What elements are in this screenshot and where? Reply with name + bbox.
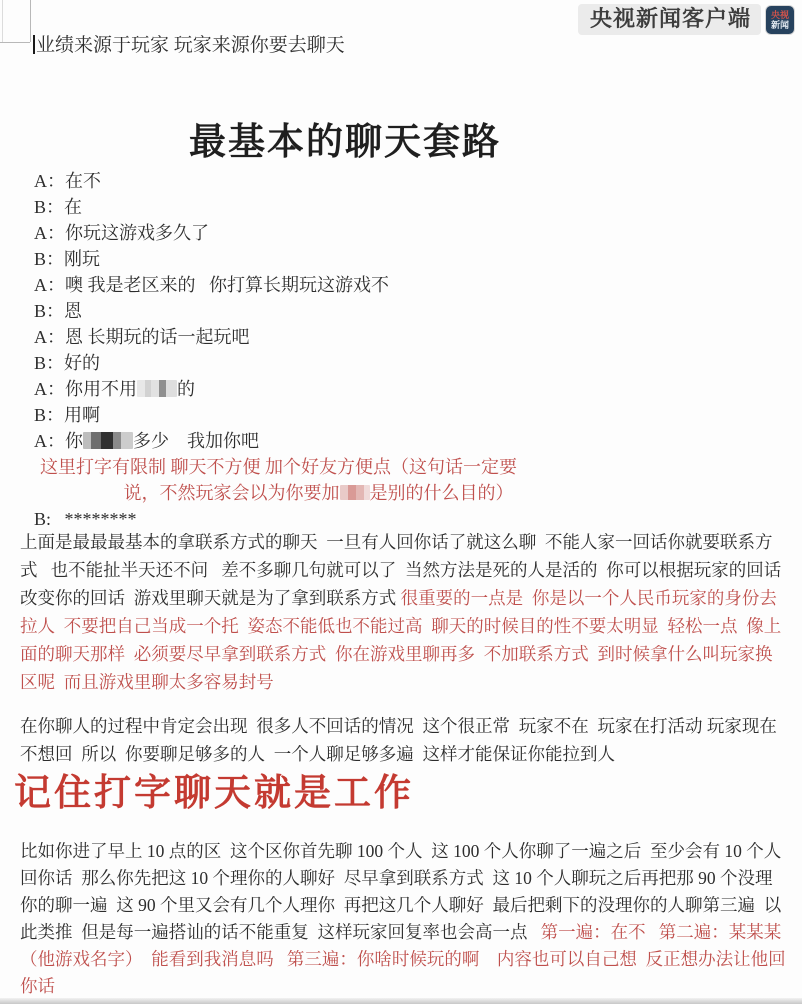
paragraph-1-red-text: 很重要的一点是 你是以一个人民币玩家的身份去拉人 不要把自己当成一个托 姿态不能低也不能过高 聊天的时候目的性不要太明显 轻松一点 像上面的聊天那样 必须要尽早拿到联系方式 你在游戏里聊再多 不加联系方式 到时候拿什么叫玩家换区呢 而且游戏里聊太多容易封号 <box>20 588 782 692</box>
dialogue-line-annotated <box>34 428 794 506</box>
paragraph-1-black-text: 上面是最最最基本的拿联系方式的聊天 一旦有人回你话了就这么聊 不能人家一回话你就要联系方式 也不能扯半天还不问 差不多聊几句就可以了 当然方法是死的人是活的 你可以根据玩家的回话改变你的回话 游戏里聊天就是为了拿到联系方式 <box>20 532 782 608</box>
dialogue-text: 你玩这游戏多久了 <box>65 223 209 243</box>
paragraph-1 <box>20 528 788 696</box>
dialogue-text: 的 <box>177 379 195 399</box>
red-annotation <box>40 454 597 506</box>
red-annotation-text: 是别的什么目的） <box>369 483 514 503</box>
table-corner-vertical-line <box>30 0 31 42</box>
dialogue-text: ******** <box>51 509 137 529</box>
censored-blur-patch <box>83 432 133 449</box>
speaker-label: A： <box>34 275 65 295</box>
dialogue-line <box>34 246 794 272</box>
dialogue-text: 在不 <box>65 171 101 191</box>
censored-blur-patch <box>137 380 177 397</box>
speaker-label: B： <box>34 197 65 217</box>
speaker-label: B： <box>34 301 65 321</box>
speaker-label: A： <box>34 431 65 451</box>
paragraph-3 <box>20 838 788 1000</box>
speaker-label: B: <box>34 509 52 529</box>
dialogue-text: 恩 <box>64 301 83 321</box>
paragraph-2: 在你聊人的过程中肯定会出现 很多人不回话的情况 这个很正常 玩家不在 玩家在打活动 玩家现在不想回 所以 你要聊足够多的人 一个人聊足够多遍 这样才能保证你能拉到人 <box>20 716 777 764</box>
logo-text-bottom: 新闻 <box>770 19 789 30</box>
dialogue-line-censored <box>34 376 794 402</box>
watermark-label: 央视新闻客户端 <box>578 4 761 35</box>
logo-text-top: 央视 <box>770 9 789 20</box>
watermark <box>578 4 794 35</box>
speaker-label: B： <box>34 249 65 269</box>
speaker-label: B： <box>34 353 65 373</box>
dialogue-text-group <box>34 431 259 451</box>
dialogue-line <box>34 194 794 220</box>
censored-blur-patch <box>340 485 370 500</box>
header-line-text: 业绩来源于玩家 玩家来源你要去聊天 <box>36 35 345 56</box>
paragraph-3-black-text: 比如你进了早上 10 点的区 这个区你首先聊 100 个人 这 100 个人你聊了一遍之后 至少会有 10 个人回你话 那么你先把这 10 个理你的人聊好 尽早拿到联系方式 这 10 个人聊玩之后再把那 90 个没理你的聊一遍 这 90 个里又会有几个人理你 再把这几个人聊好 最后把剩下的没理你的人聊第三遍 以此类推 但是每一遍搭讪的话不能重复 这样玩家回复率也会高一点 <box>20 841 782 942</box>
dialogue-text: 多少 我加你吧 <box>133 431 259 451</box>
red-annotation-text: 说，不然玩家会以为你要加 <box>123 483 340 503</box>
dialogue-line <box>34 298 794 324</box>
page-title: 最基本的聊天套路 <box>189 121 501 163</box>
dialogue-line <box>34 272 794 298</box>
dialogue-text: 噢 我是老区来的 你打算长期玩这游戏不 <box>65 275 389 295</box>
dialogue-text: 用啊 <box>64 405 101 425</box>
speaker-label: B： <box>34 405 65 425</box>
dialogue-line <box>34 402 794 428</box>
table-corner-horizontal-line <box>0 42 30 43</box>
speaker-label: A： <box>34 171 65 191</box>
speaker-label: A： <box>34 327 65 347</box>
page-edge-line <box>2 0 3 42</box>
dialogue-text: 刚玩 <box>64 249 101 269</box>
dialogue-block <box>34 168 794 532</box>
cctv-news-logo-icon <box>766 6 794 34</box>
speaker-label: A： <box>34 223 65 243</box>
dialogue-line <box>34 350 794 376</box>
text-cursor-bar <box>33 35 35 54</box>
red-annotation-line1: 这里打字有限制 聊天不方便 加个好友方便点（这句话一定要 <box>40 457 517 477</box>
red-annotation-line2 <box>40 480 597 506</box>
dialogue-line <box>34 324 794 350</box>
dialogue-line <box>34 220 794 246</box>
photo-bottom-edge <box>0 998 802 1004</box>
dialogue-text: 好的 <box>64 353 101 373</box>
paragraph-3-red-text: 第一遍：在不 第二遍：某某某（他游戏名字） 能看到我消息吗 第三遍：你啥时候玩的啊 内容也可以自己想 反正想办法让他回你话 <box>20 922 786 996</box>
dialogue-line <box>34 168 794 194</box>
speaker-label: A： <box>34 379 65 399</box>
dialogue-text: 你 <box>65 431 83 451</box>
red-heading: 记住打字聊天就是工作 <box>14 773 414 814</box>
header-line <box>33 30 345 57</box>
dialogue-text: 恩 长期玩的话一起玩吧 <box>65 327 250 347</box>
dialogue-text: 你用不用 <box>65 379 137 399</box>
dialogue-text: 在 <box>64 197 83 217</box>
